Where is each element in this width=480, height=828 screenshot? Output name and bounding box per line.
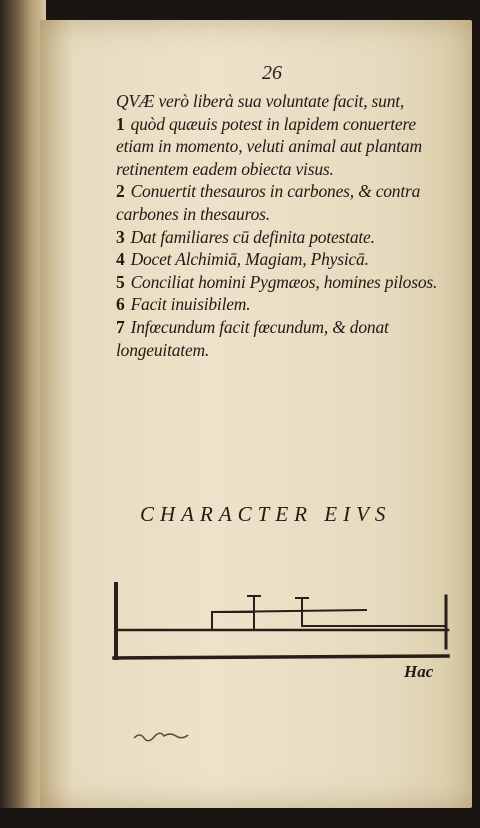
paragraph-4 [116,248,456,271]
main-text [116,90,456,361]
paragraph-intro-text: QVÆ verò liberà sua voluntate facit, sunt, [116,91,405,111]
paragraph-1-text: quòd quæuis potest in lapidem conuertere etiam in momento, veluti animal aut plantam retinentem eadem obiecta visus. [116,113,422,179]
paragraph-2-number: 2 [116,181,125,202]
paragraph-5-text: Conciliat homini Pygmæos, homines pilosos. [130,271,438,292]
background-bottom [0,808,480,828]
paragraph-4-text: Docet Alchimiā, Magiam, Physicā. [130,249,369,270]
paragraph-7-text: Infœcundum facit fœcundum, & donat longeuitatem. [116,316,389,360]
ink-scribble [132,728,192,744]
paragraph-3-number: 3 [116,226,125,247]
paragraph-7-number: 7 [116,316,125,337]
character-heading: CHARACTER EIVS [140,502,392,526]
paragraph-5 [116,271,456,294]
symbol-mid-line [212,610,366,612]
paragraph-7 [116,316,456,361]
paragraph-3-text: Dat familiares cū definita potestate. [130,226,375,247]
paragraph-2 [116,180,456,225]
page-number: 26 [262,62,282,84]
paragraph-6 [116,293,456,316]
catchword: Hac [404,662,434,681]
symbol-bottom-line [114,656,448,658]
paragraph-5-number: 5 [116,271,125,292]
character-symbol [110,582,455,664]
paragraph-intro [116,90,456,113]
paragraph-1-number: 1 [116,113,125,134]
paragraph-3 [116,226,456,249]
symbol-box [212,612,254,630]
paragraph-6-number: 6 [116,294,125,315]
paragraph-1 [116,113,456,181]
paragraph-6-text: Facit inuisibilem. [130,294,251,315]
paragraph-2-text: Conuertit thesauros in carbones, & contra carbones in thesauros. [116,181,421,224]
paragraph-4-number: 4 [116,249,125,270]
